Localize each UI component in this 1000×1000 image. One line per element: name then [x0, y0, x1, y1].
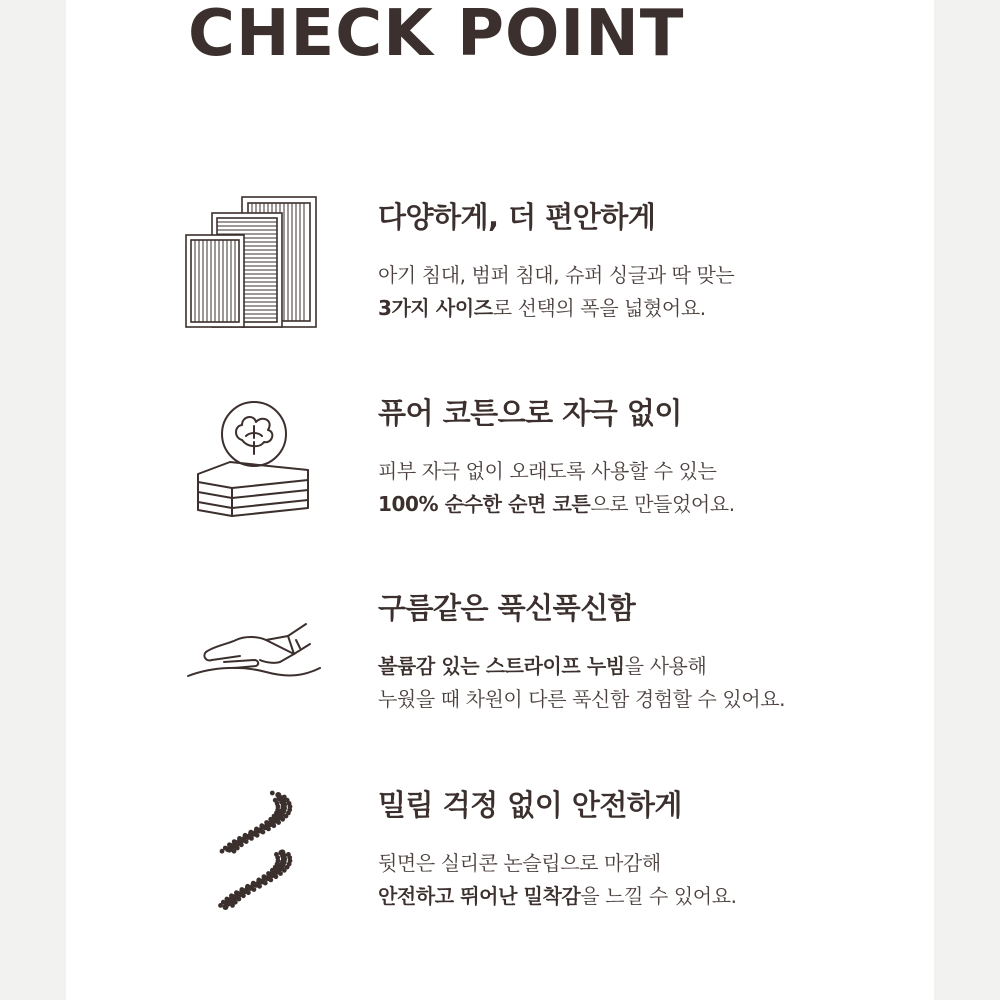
anti-slip-dots-icon: [184, 785, 324, 925]
feature-description: [378, 259, 918, 325]
page-title: CHECK POINT: [188, 0, 685, 71]
dot: [282, 868, 287, 873]
emphasis-text: 안전하고 뛰어난 밀착감: [378, 884, 581, 908]
description-line: [378, 292, 918, 325]
description-line: [378, 880, 918, 913]
dot: [218, 903, 223, 908]
description-text: 누웠을 때 차원이 다른 푹신함 경험할 수 있어요.: [378, 687, 786, 711]
description-line: [378, 455, 918, 488]
feature-heading: 다양하게, 더 편안하게: [378, 200, 656, 234]
feature-heading: 퓨어 코튼으로 자극 없이: [378, 396, 682, 430]
description-text: 로 선택의 폭을 넓혔어요.: [492, 296, 706, 320]
dot: [237, 897, 242, 902]
dot: [268, 878, 273, 883]
dot: [278, 871, 283, 876]
dot: [255, 833, 260, 838]
hand-softness-icon: [184, 608, 324, 748]
cotton-towel-icon: [184, 398, 324, 538]
feature-item-sizes: [66, 195, 934, 365]
description-line: [378, 847, 918, 880]
dot: [244, 839, 249, 844]
dot: [280, 817, 285, 822]
dot: [225, 846, 231, 852]
description-text: 피부 자극 없이 오래도록 사용할 수 있는: [378, 459, 717, 483]
feature-item-softness: [66, 588, 934, 758]
feature-heading: 밀림 걱정 없이 안전하게: [378, 788, 682, 822]
dot: [239, 842, 244, 847]
dot: [241, 893, 246, 898]
description-line: [378, 259, 918, 292]
description-text: 을 사용해: [624, 654, 707, 678]
feature-heading: 구름같은 푹신푹신함: [378, 591, 636, 625]
dot: [261, 830, 266, 835]
feature-item-antislip: [66, 785, 934, 955]
dot: [252, 887, 257, 892]
dot: [270, 791, 275, 796]
feature-item-cotton: [66, 393, 934, 563]
description-line: [378, 650, 918, 683]
description-text: 아기 침대, 범퍼 침대, 슈퍼 싱글과 딱 맞는: [378, 263, 735, 287]
description-text: 을 느낄 수 있어요.: [580, 884, 737, 908]
description-line: [378, 683, 918, 716]
description-text: 으로 만들었어요.: [590, 492, 735, 516]
dot: [271, 823, 276, 828]
content-panel: [66, 0, 934, 1000]
feature-description: [378, 455, 918, 521]
dot: [246, 890, 251, 895]
emphasis-text: 3가지 사이즈: [378, 296, 493, 320]
dot: [230, 903, 235, 908]
feature-description: [378, 847, 918, 913]
dot: [276, 820, 281, 825]
emphasis-text: 볼륨감 있는 스트라이프 누빔: [378, 654, 625, 678]
dot: [257, 884, 262, 889]
dot: [232, 849, 237, 854]
emphasis-text: 100% 순수한 순면 코튼: [378, 492, 591, 516]
dot: [274, 874, 279, 879]
dot: [263, 881, 268, 886]
dot: [220, 849, 225, 854]
feature-description: [378, 650, 918, 716]
layered-sizes-icon: [184, 195, 324, 335]
description-text: 뒷면은 실리콘 논슬립으로 마감해: [378, 851, 661, 875]
description-line: [378, 488, 918, 521]
dot: [223, 904, 229, 910]
dot: [266, 827, 271, 832]
dot: [249, 836, 254, 841]
